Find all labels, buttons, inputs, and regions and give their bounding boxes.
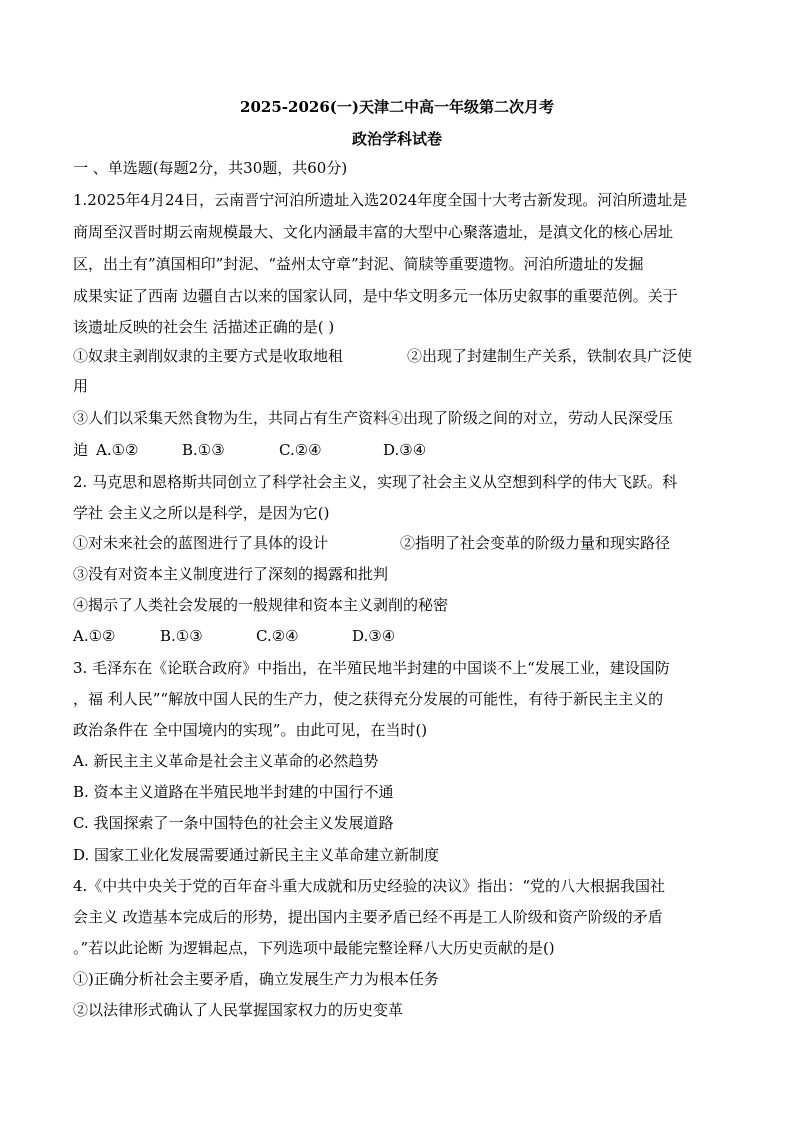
question-1-statement-2-cont: 用 xyxy=(73,377,89,395)
question-1-statement-1: ①奴隶主剥削奴隶的主要方式是收取地租 xyxy=(73,347,344,365)
question-4-statement-2: ②以法律形式确认了人民掌握国家权力的历史变革 xyxy=(73,1001,404,1019)
question-1-option-c: C.②④ xyxy=(279,441,322,459)
question-3-choice-a: A. 新民主主义革命是社会主义革命的必然趋势 xyxy=(73,752,379,770)
question-4-line-1: 4.《中共中央关于党的百年奋斗重大成就和历史经验的决议》指出：“党的八大根据我国社 xyxy=(73,877,665,895)
question-4-statement-1: ①)正确分析社会主要矛盾，确立发展生产力为根本任务 xyxy=(73,970,439,988)
question-1-line-3: 区，出土有”滇国相印”封泥、“益州太守章”封泥、简牍等重要遗物。河泊所遗址的发掘 xyxy=(73,255,644,273)
question-2-line-2: 学社 会主义之所以是科学，是因为它() xyxy=(73,504,330,522)
question-2-option-b: B.①③ xyxy=(160,627,203,645)
question-1-line-4: 成果实证了西南 边疆自古以来的国家认同，是中华文明多元一体历史叙事的重要范例。关于 xyxy=(73,287,678,305)
question-1-option-a: A.①② xyxy=(96,441,139,459)
question-1-option-d: D.③④ xyxy=(383,441,427,459)
question-3-line-3: 政治条件在 全中国境内的实现”。由此可见，在当时() xyxy=(73,721,428,739)
question-2-statement-4: ④揭示了人类社会发展的一般规律和资本主义剥削的秘密 xyxy=(73,596,449,614)
question-2-option-a: A.①② xyxy=(73,627,116,645)
question-1-line-2: 商周至汉晋时期云南规模最大、文化内涵最丰富的大型中心聚落遗址，是滇文化的核心居址 xyxy=(73,223,674,241)
question-3-line-1: 3. 毛泽东在《论联合政府》中指出，在半殖民地半封建的中国谈不上“发展工业，建设国防 xyxy=(73,659,670,677)
question-1-statement-4-cont: 迫 xyxy=(73,441,89,459)
exam-title: 2025-2026(一)天津二中高一年级第二次月考 xyxy=(240,98,554,116)
question-1-line-5: 该遗址反映的社会生 活描述正确的是( ) xyxy=(73,318,335,336)
question-2-statement-1: ①对未来社会的蓝图进行了具体的设计 xyxy=(73,534,329,552)
question-4-line-2: 会主义 改造基本完成后的形势，提出国内主要矛盾已经不再是工人阶级和资产阶级的矛盾 xyxy=(73,908,663,926)
question-3-choice-d: D. 国家工业化发展需要通过新民主主义革命建立新制度 xyxy=(73,846,440,864)
question-1-line-1: 1.2025年4月24日，云南晋宁河泊所遗址入选2024年度全国十大考古新发现。河泊所遗址是 xyxy=(73,191,688,209)
question-4-line-3: 。”若以此论断 为逻辑起点，下列选项中最能完整诠释八大历史贡献的是() xyxy=(73,939,555,957)
section-heading: 一 、单选题(每题2分，共30题，共60分) xyxy=(73,159,348,177)
question-1-option-b: B.①③ xyxy=(182,441,225,459)
question-2-statement-2: ②指明了社会变革的阶级力量和现实路径 xyxy=(400,534,671,552)
question-3-choice-b: B. 资本主义道路在半殖民地半封建的中国行不通 xyxy=(73,783,394,801)
question-1-statement-3-4: ③人们以采集天然食物为生，共同占有生产资料④出现了阶级之间的对立，劳动人民深受压 xyxy=(73,409,674,427)
question-2-option-d: D.③④ xyxy=(352,627,396,645)
question-2-option-c: C.②④ xyxy=(256,627,299,645)
question-3-line-2: ，福 利人民”“解放中国人民的生产力，使之获得充分发展的可能性，有待于新民主主义的 xyxy=(73,690,664,708)
question-1-statement-2: ②出现了封建制生产关系，铁制农具广泛使 xyxy=(407,347,693,365)
question-2-line-1: 2. 马克思和恩格斯共同创立了科学社会主义，实现了社会主义从空想到科学的伟大飞跃。科 xyxy=(73,473,678,491)
question-3-choice-c: C. 我国探索了一条中国特色的社会主义发展道路 xyxy=(73,814,394,832)
exam-subject: 政治学科试卷 xyxy=(351,130,442,148)
question-2-statement-3: ③没有对资本主义制度进行了深刻的揭露和批判 xyxy=(73,565,389,583)
